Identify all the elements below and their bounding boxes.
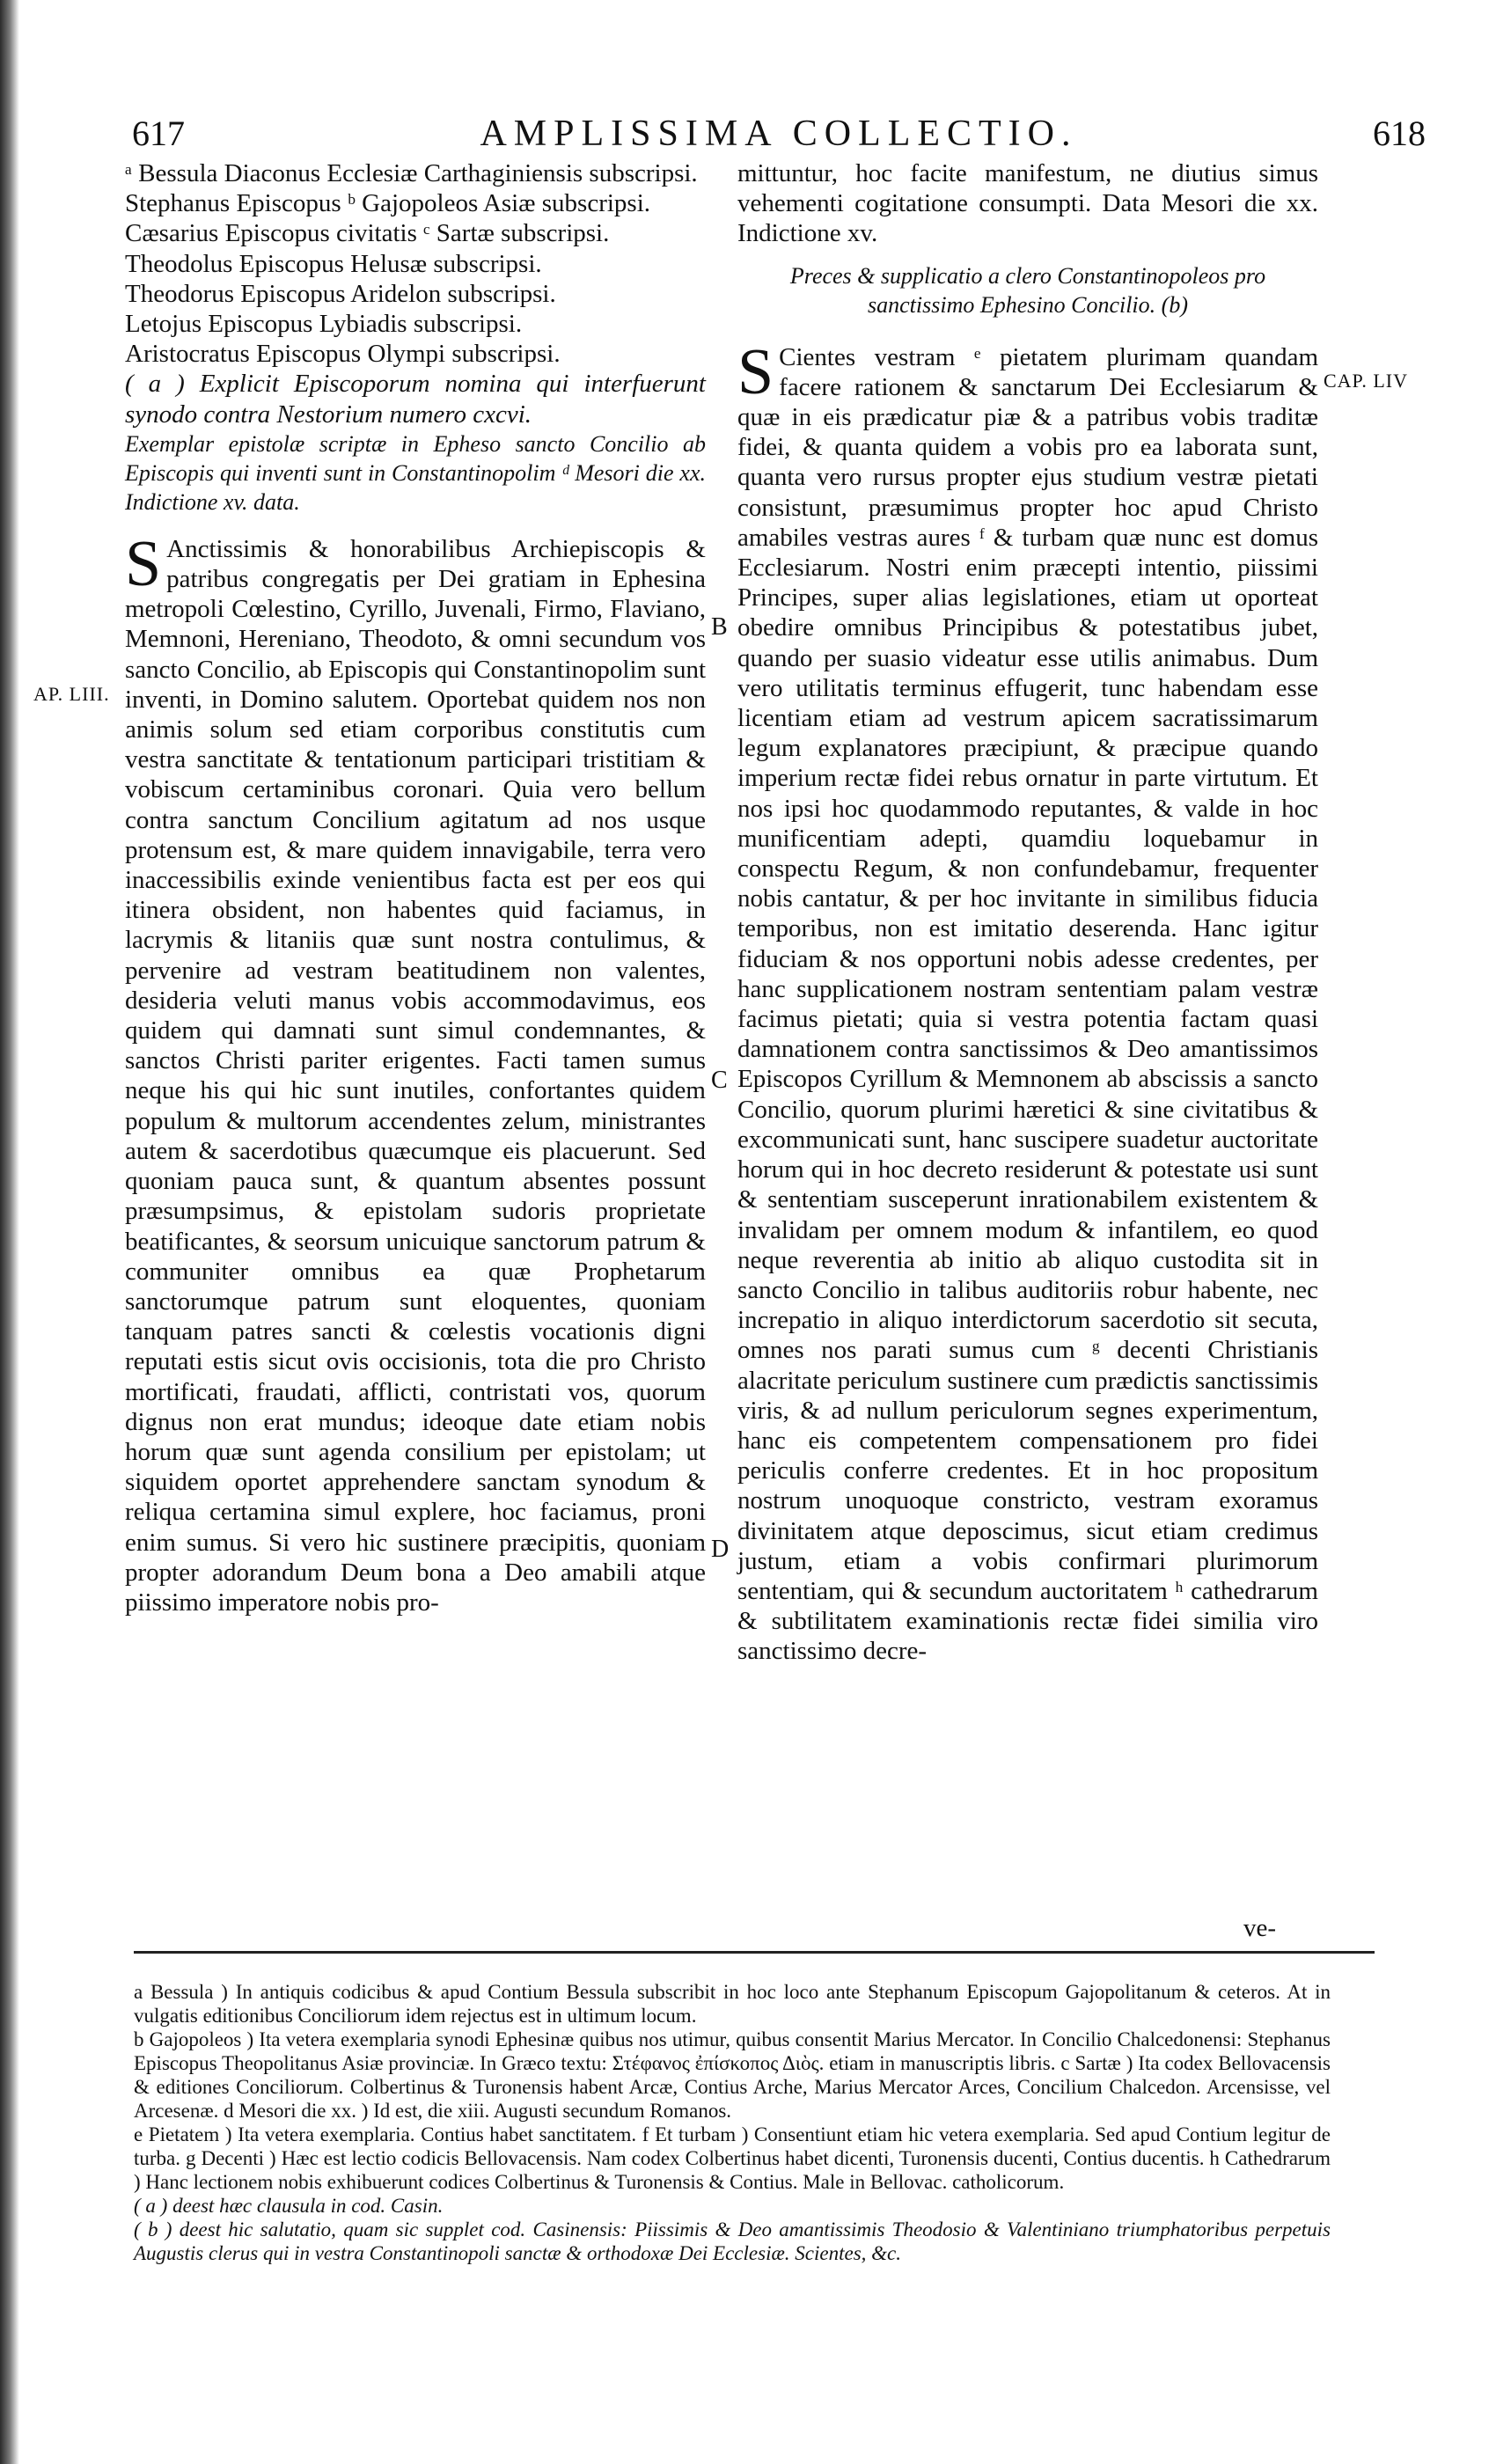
signature-line: Theodolus Episcopus Helusæ subscripsi. [125, 249, 542, 278]
explicit-note: ( a ) Explicit Episcoporum nomina qui interfuerunt synodo contra Nestorium numero cxcvi. [125, 370, 706, 429]
left-column [125, 158, 706, 1617]
catchword: ve- [1243, 1914, 1276, 1942]
epistle-body [125, 527, 706, 1617]
section-mark-d: D [711, 1536, 730, 1563]
margin-chapter-label-right: CAP. LIV [1324, 370, 1409, 392]
epistle-text: Anctissimis & honorabilibus Archiepiscopis & patribus congregatis per Dei gratiam in Ephesina metropoli Cœlestino, Cyrillo, Juvenali, Firmo, Flaviano, Memnoni, Herenianо, Theodoto, & omni secundum vos sancto Concilio, ab Episcopis qui Constantinopolim sunt inventi, in Domino salutem. Oportebat quidem nos non animis solum sed etiam corporibus constitutis cum vestra sanctitate & tentationum participari tristitiam & vobiscum certaminibus coronari. Quia vero bellum contra sanctum Concilium agitatum ad nos usque protensum est, & mare quidem innavigabile, terra vero inaccessibilis exinde venientibus facta est per eos qui itinera obsident, non habentes quid faciamus, in lacrymis & litaniis quæ sunt nostra contulimus, & pervenire ad vestram beatitudinem non valentes, desideria veluti manus vobis accommodavimus, eos quidem qui damnati sunt simul condemnantes, & sanctos Christi pariter erigentes. Facti tamen sumus neque his qui hic sunt inutiles, confortantes quidem populum & multorum accendentes zelum, ministrantes autem & sacerdotibus quæcumque eis placuerunt. Sed quoniam pauca sunt, & quantum absentes possunt præsumpsimus, & epistolam sudoris proprietate beatificantes, & seorsum unicuique sanctorum patrum & communiter omnibus ea quæ Prophetarum sanctorumque patrum sunt eloquentes, quoniam tanquam patres sancti & cœlestis vocationis digni reputati estis sicut ovis occisionis, tota die pro Christo mortificati, fraudati, afflicti, contristati vos, quorum dignus non erat mundus; ideoque date etiam nobis horum quæ sunt agenda consilium per epistolam; ut siquidem oportet apprehendere sanctam synodum & reliqua certamina simul explere, hoc faciamus, proni enim sumus. Si vero hic sustinere præcipitis, quoniam propter adorandum Deum bona a Deo amabili atque piissimo imperatore nobis pro- [125, 534, 706, 1617]
signature-line: ᵃ Bessula Diaconus Ecclesiæ Carthaginiensis subscripsi. [125, 159, 698, 187]
epistle-caption: Exemplar epistolæ scriptæ in Epheso sancto Concilio ab Episcopis qui inventi sunt in Constantinopolim ᵈ Mesori die xx. Indictione xv. data. [125, 430, 706, 515]
page-number-left: 617 [132, 114, 185, 153]
signature-line: Theodorus Episcopus Aridelon subscripsi. [125, 279, 556, 308]
drop-cap-letter: S [125, 527, 162, 600]
signature-line: Stephanus Episcopus ᵇ Gajopoleos Asiæ subscripsi. [125, 189, 651, 218]
footnote: e Pietatem ) Ita vetera exemplaria. Contius habet sanctitatem. f Et turbam ) Consentiunt etiam hic vetera exemplaria. Sed apud Contium legitur de turba. g Decenti ) Hæc est lectio codicis Bellovacensis. Nam codex Colbertinus habet dicenti, Turonensis ducenti, Contius ducentis. h Cathedrarum ) Hanc lectionem nobis exhibuerunt codices Colbertinus & Turonensis & Contius. Male in Bellovac. catholicorum. [134, 2123, 1331, 2193]
footnote-divider [134, 1951, 1375, 1954]
binding-gutter-shadow [0, 0, 19, 2464]
footnote: ( a ) deest hæc clausula in cod. Casin. [134, 2195, 444, 2217]
footnote: a Bessula ) In antiquis codicibus & apud Contium Bessula subscribit in hoc loco ante Stephanum Episcopum Gajopolitanum & ceteros. At in vulgatis editionibus Conciliorum idem rejectus est in ultimum locum. [134, 1981, 1331, 2027]
footnote: b Gajopoleos ) Ita vetera exemplaria synodi Ephesinæ quibus nos utimur, quibus consentit Marius Mercator. In Concilio Chalcedonensi: Stephanus Episcopus Theopolitanus Asiæ provinciæ. In Græco textu: Στέφανος ἐπίσκοπος Διὸς. etiam in manuscriptis libris. c Sartæ ) Ita codex Bellovacensis & editiones Conciliorum. Colbertinus & Turonensis habent Arcæ, Contius Arche, Marius Mercator Arces, Concilium Chalcedon. Arcensisse, vel Arcesenæ. d Mesori die xx. ) Id est, die xiii. Augusti secundum Romanos. [134, 2028, 1331, 2122]
signature-line: Letojus Episcopus Lybiadis subscripsi. [125, 310, 523, 339]
right-column [737, 158, 1318, 1667]
section-mark-c: C [711, 1067, 728, 1094]
section-mark-b: B [711, 613, 728, 641]
signature-line: Aristocratus Episcopus Olympi subscripsi. [125, 340, 561, 369]
running-header [132, 113, 1426, 165]
signature-line: Cæsarius Episcopus civitatis ᶜ Sartæ subscripsi. [125, 219, 610, 248]
section-heading: Preces & supplicatio a clero Constantinopoleos pro sanctissimo Ephesino Concilio. (b) [789, 262, 1266, 318]
footnote: ( b ) deest hic salutatio, quam sic supplet cod. Casinensis: Piissimis & Deo amantissimis Theodosio & Valentiniano triumphatoribus perpetuis Augustis clerus qui in vestra Constantinopoli sanctæ & orthodoxæ Dei Ecclesiæ. Scientes, &c. [134, 2218, 1331, 2264]
footnotes [134, 1980, 1331, 2265]
supplication-body [737, 335, 1318, 1667]
drop-cap-letter: S [737, 335, 774, 408]
continued-text: mittuntur, hoc facite manifestum, ne diutius simus vehementi cogitatione consumpti. Data Mesori die xx. Indictione xv. [737, 159, 1318, 248]
running-title: AMPLISSIMA COLLECTIO. [480, 114, 1078, 154]
supplication-text: Cientes vestram ᵉ pietatem plurimam quandam facere rationem & sanctarum Dei Ecclesiarum & quæ in eis prædicatur piæ & a patribus vobis traditæ fidei, & quanta quidem a vobis pro ea laborata sunt, quanta vero rursus propter ejus studium vestræ pietati consistunt, præsumimus propter hoc apud Christo amabiles vestras aures ᶠ & turbam quæ nunc est domus Ecclesiarum. Nostri enim præcepti intentio, piissimi Principes, super alias legislationes, etiam ut oporteat obedire omnibus Principibus & potestatibus jubet, quando per suasio videatur esse utilis animabus. Dum vero utilitatis terminus effugerit, tunc habendam esse licentiam etiam ad vestrum apicem sacratissimarum legum explanatores præcipiunt, & præcipue quando imperium rectæ fidei rebus ornatur in parte virtutum. Et nos ipsi hoc quodammodo reputantes, & valde in hoc munificentiam adepti, quamdiu loquebamur in conspectu Regum, & non confundebamur, frequenter nobis cantatur, & per hoc invitante in similibus fiducia temporibus, non est imitatio deserenda. Hanc igitur fiduciam & nos opportuni nobis adesse credentes, per hanc supplicationem nostram sententiam palam vestræ facimus pietati; quia si vestra potentia factam quasi damnationem contra sanctissimos & Deo amantissimos Episcopos Cyrillum & Memnonem ab abscissis a sancto Concilio, quorum plurimi hæretici & sine civitatibus & excommunicati sunt, hanc suscipere suadetur auctoritate horum qui in hoc decreto residerunt & potestate usi sunt & sententiam susceperunt inrationabilem existentem & invalidam per omnem modum & infantilem, eo quod neque reverentia ab initio ab aliquo custodita sit in sancto Concilio in talibus auditoriis robur habente, nec increpatio in aliquo interdictorum sacerdotio sit secuta, omnes nos parati sumus cum ᵍ decenti Christianis alacritate periculum sustinere cum prædictis sanctissimis viris, & ad nullum periculorum segnes experimentum, hanc eis competentem compensationem pro fidei periculis conferre credentes. Et in hoc propositum nostrum unoquoque constricto, vestram exoramus divinitatem atque deposcimus, sicut etiam credimus justum, etiam a vobis confirmari plurimorum sententiam, qui & secundum auctoritatem ʰ cathedrarum & subtilitatem examinationis rectæ fidei similia viro sanctissimo decre- [737, 342, 1318, 1666]
page-number-right: 618 [1373, 114, 1426, 153]
margin-chapter-label-left: AP. LIII. [33, 683, 110, 705]
